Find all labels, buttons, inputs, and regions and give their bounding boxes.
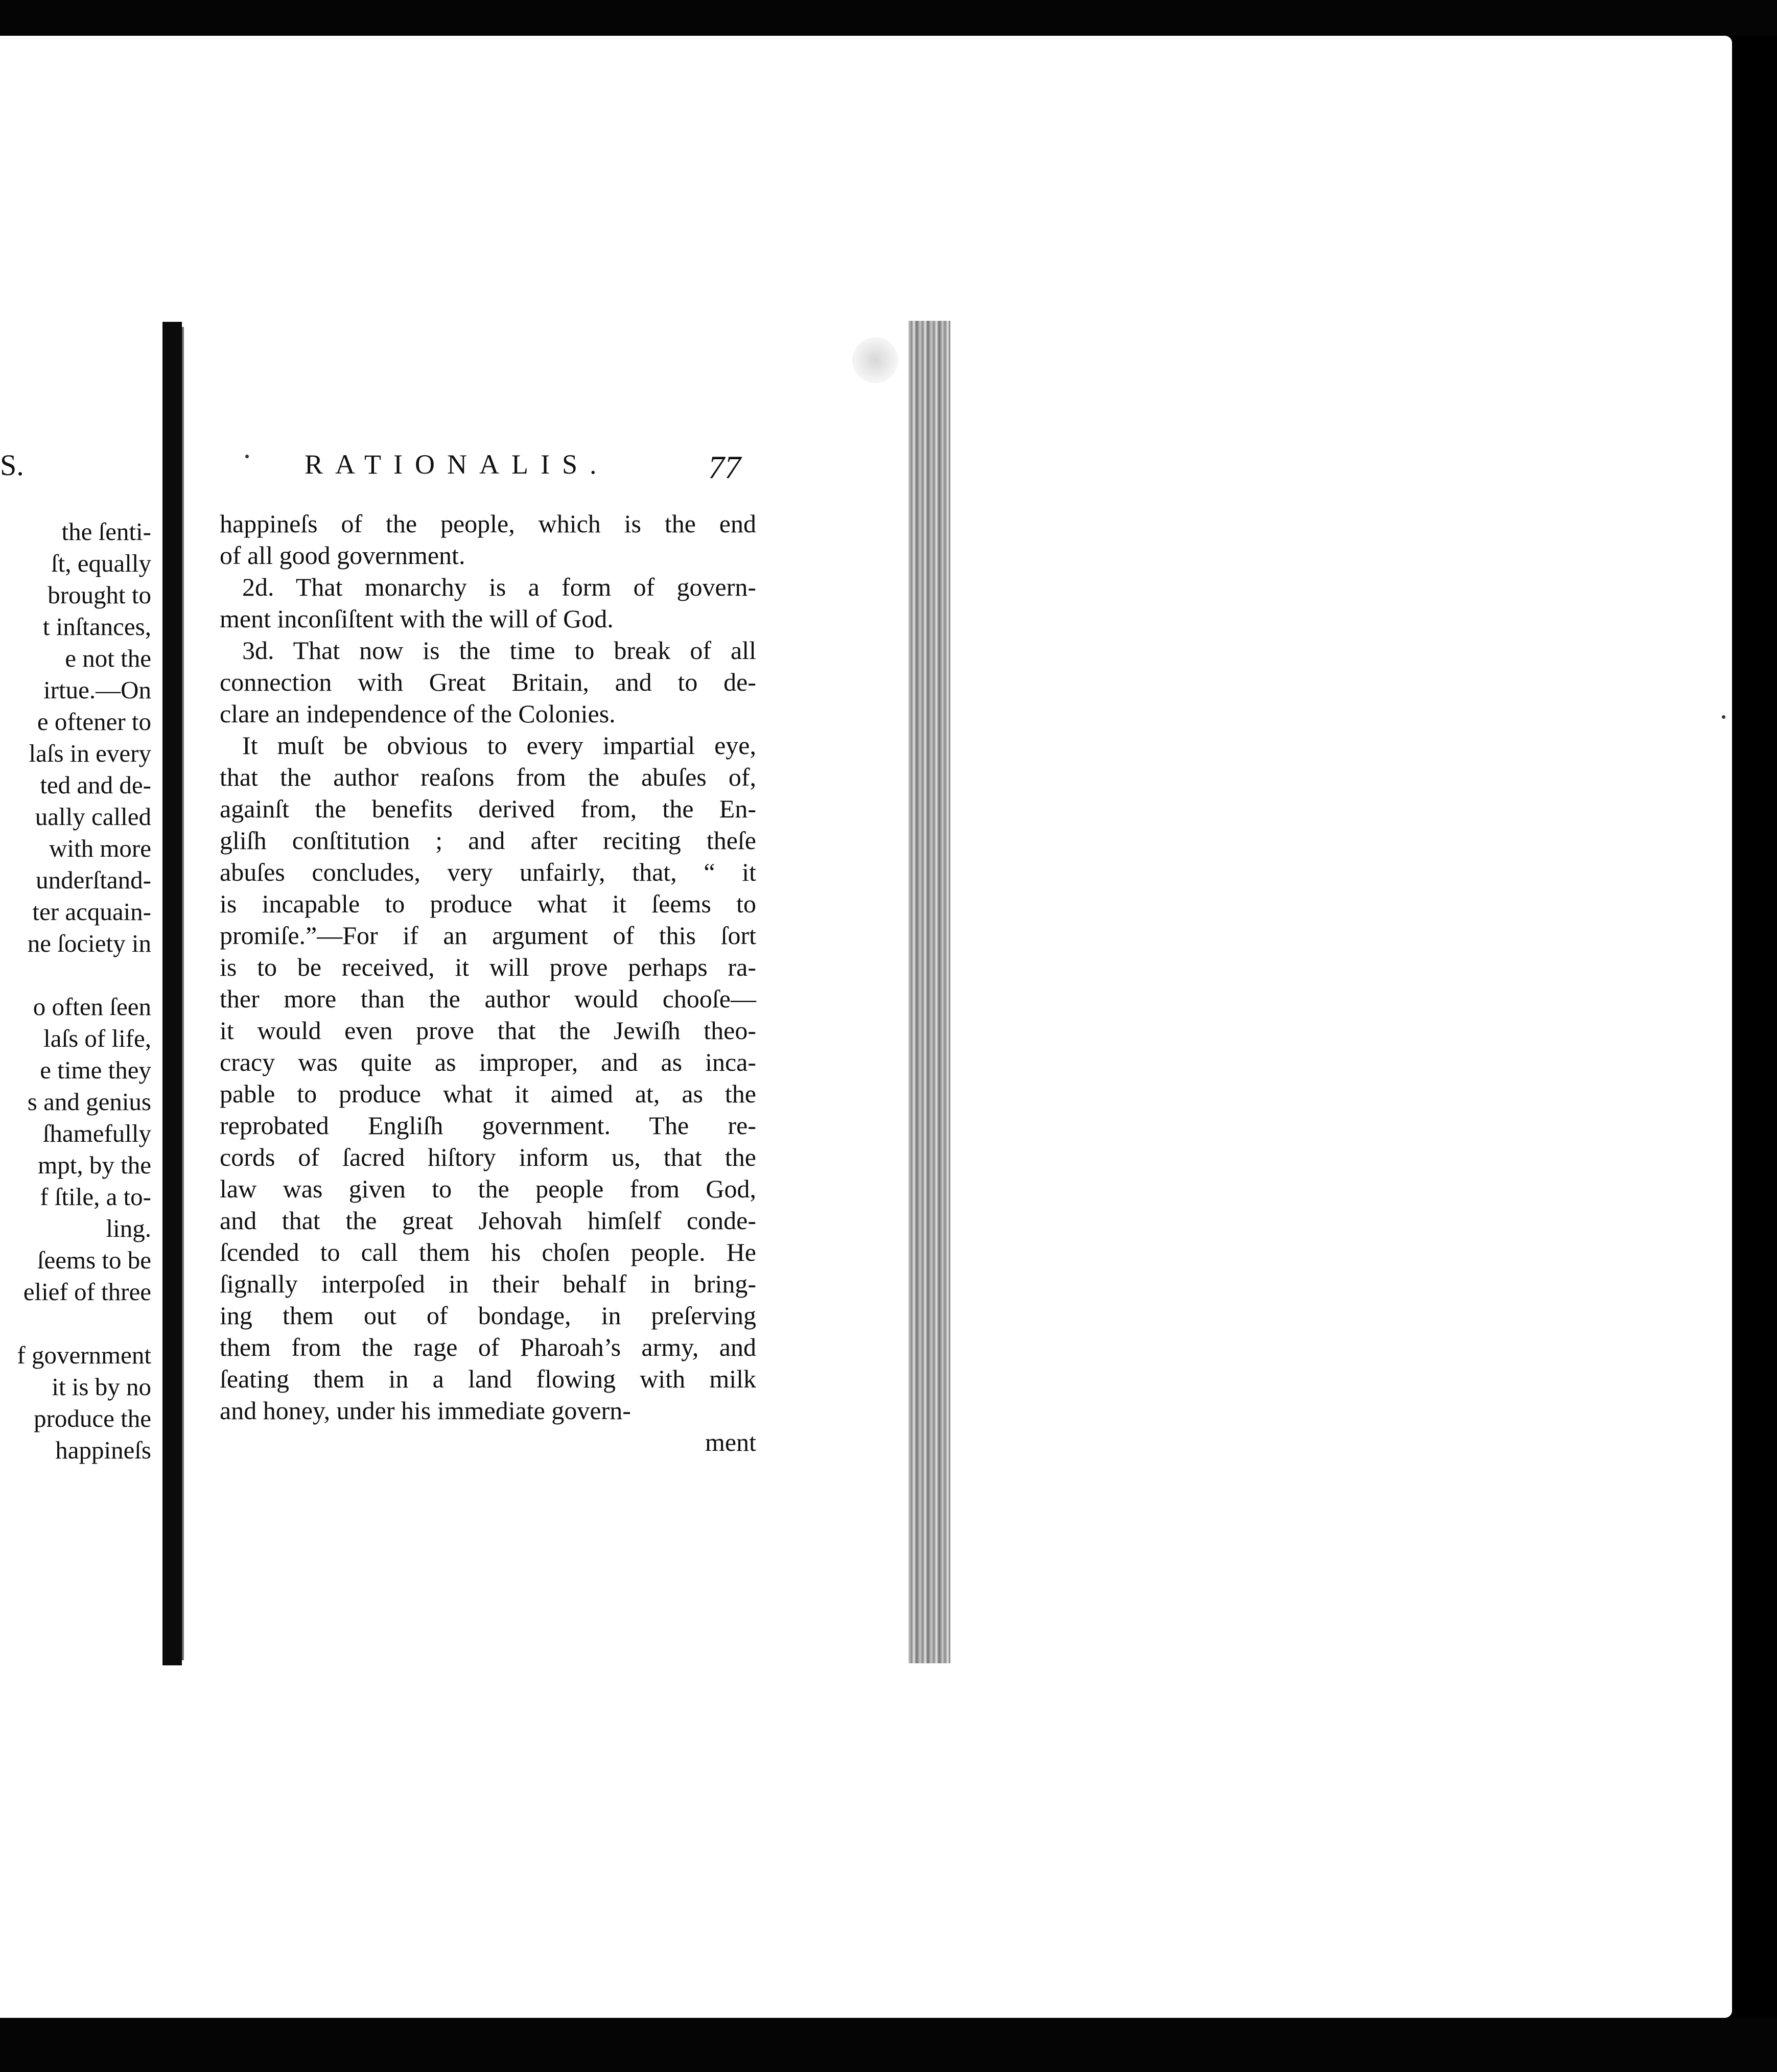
text-line: pable to produce what it aimed at, as the	[220, 1079, 756, 1108]
page-number: 77	[708, 449, 741, 485]
text-line: 2d. That monarchy is a form of govern-	[242, 573, 756, 601]
page-smudge	[852, 337, 898, 383]
text-line: is to be received, it will prove perhaps ra-	[220, 953, 756, 981]
text-line: clare an independence of the Colonies.	[220, 699, 616, 728]
page-fore-edge	[908, 321, 950, 1663]
text-line: them from the rage of Pharoah’s army, and	[220, 1333, 756, 1361]
left-text-line: the ſenti-	[61, 517, 151, 546]
text-line: and honey, under his immediate govern-	[220, 1396, 631, 1425]
page-body-text	[220, 508, 756, 1458]
book-gutter	[162, 322, 182, 1665]
left-text-line: ſeems to be	[37, 1246, 151, 1274]
text-line: cords of ſacred hiſtory inform us, that the	[220, 1143, 756, 1171]
left-text-line: f government	[17, 1341, 151, 1369]
text-line: of all good government.	[220, 541, 465, 570]
left-text-line: e time they	[40, 1056, 151, 1084]
left-text-line: ſt, equally	[51, 549, 151, 577]
text-line: ment inconſiſtent with the will of God.	[220, 604, 614, 633]
ink-speck	[245, 455, 249, 458]
text-line: ing them out of bondage, in preſerving	[220, 1301, 756, 1330]
left-text-line: happineſs	[55, 1436, 151, 1464]
left-text-line: underſtand-	[36, 866, 151, 894]
text-line: againſt the benefits derived from, the En-	[220, 794, 756, 823]
left-text-line: it is by no	[52, 1373, 151, 1401]
text-line: It muſt be obvious to every impartial eye,	[242, 731, 756, 760]
text-line: and that the great Jehovah himſelf conde-	[220, 1206, 756, 1235]
running-head: RATIONALIS.	[305, 449, 609, 480]
text-line: reprobated Engliſh government. The re-	[220, 1111, 756, 1140]
text-line: that the author reaſons from the abuſes of,	[220, 763, 756, 791]
text-line: promiſe.”—For if an argument of this ſort	[220, 921, 756, 950]
left-text-line: ſhamefully	[42, 1119, 151, 1147]
left-text-line: ling.	[106, 1214, 151, 1242]
left-text-line: o often ſeen	[33, 993, 151, 1021]
left-text-line: s and genius	[27, 1088, 151, 1116]
left-text-line: with more	[49, 834, 151, 862]
left-page-fragment	[0, 322, 163, 1696]
text-line: cracy was quite as improper, and as inca-	[220, 1048, 756, 1076]
text-line: happineſs of the people, which is the end	[220, 509, 756, 538]
left-text-line: irtue.—On	[43, 676, 151, 704]
left-text-line: t inſtances,	[42, 613, 151, 641]
left-text-line: ually called	[35, 803, 151, 831]
text-line: ſeating them in a land flowing with milk	[220, 1364, 756, 1393]
left-text-line: produce the	[34, 1404, 151, 1432]
ink-speck	[1722, 715, 1725, 719]
text-line: it would even prove that the Jewiſh theo-	[220, 1016, 756, 1045]
scan-bottom-border	[0, 2018, 1777, 2072]
left-text-line: e oftener to	[37, 708, 151, 736]
text-line: 3d. That now is the time to break of all	[242, 636, 756, 665]
text-line: law was given to the people from God,	[220, 1174, 756, 1203]
text-line: connection with Great Britain, and to de-	[220, 668, 756, 696]
left-text-line: elief of three	[23, 1278, 151, 1306]
left-text-line: ted and de-	[40, 771, 151, 799]
left-text-line: ter acquain-	[32, 898, 151, 926]
text-line: gliſh conſtitution ; and after reciting theſe	[220, 826, 756, 855]
left-text-line: laſs of life,	[43, 1024, 151, 1052]
left-text-line: e not the	[65, 644, 151, 672]
left-text-line: ne ſociety in	[27, 929, 151, 957]
text-line: ſcended to call them his choſen people. He	[220, 1238, 756, 1266]
text-line: ſignally interpoſed in their behalf in bring-	[220, 1269, 756, 1298]
text-line: ther more than the author would chooſe—	[220, 984, 756, 1013]
text-line: is incapable to produce what it ſeems to	[220, 889, 756, 918]
left-text-line: mpt, by the	[38, 1151, 151, 1179]
scan-top-border	[0, 0, 1777, 36]
left-text-line: f ſtile, a to-	[40, 1183, 151, 1211]
text-line: abuſes concludes, very unfairly, that, “ it	[220, 858, 756, 886]
left-text-line: brought to	[48, 581, 151, 609]
text-line: ment	[705, 1428, 756, 1456]
left-page-heading-fragment: S.	[0, 449, 24, 482]
left-text-line: laſs in every	[29, 739, 151, 767]
